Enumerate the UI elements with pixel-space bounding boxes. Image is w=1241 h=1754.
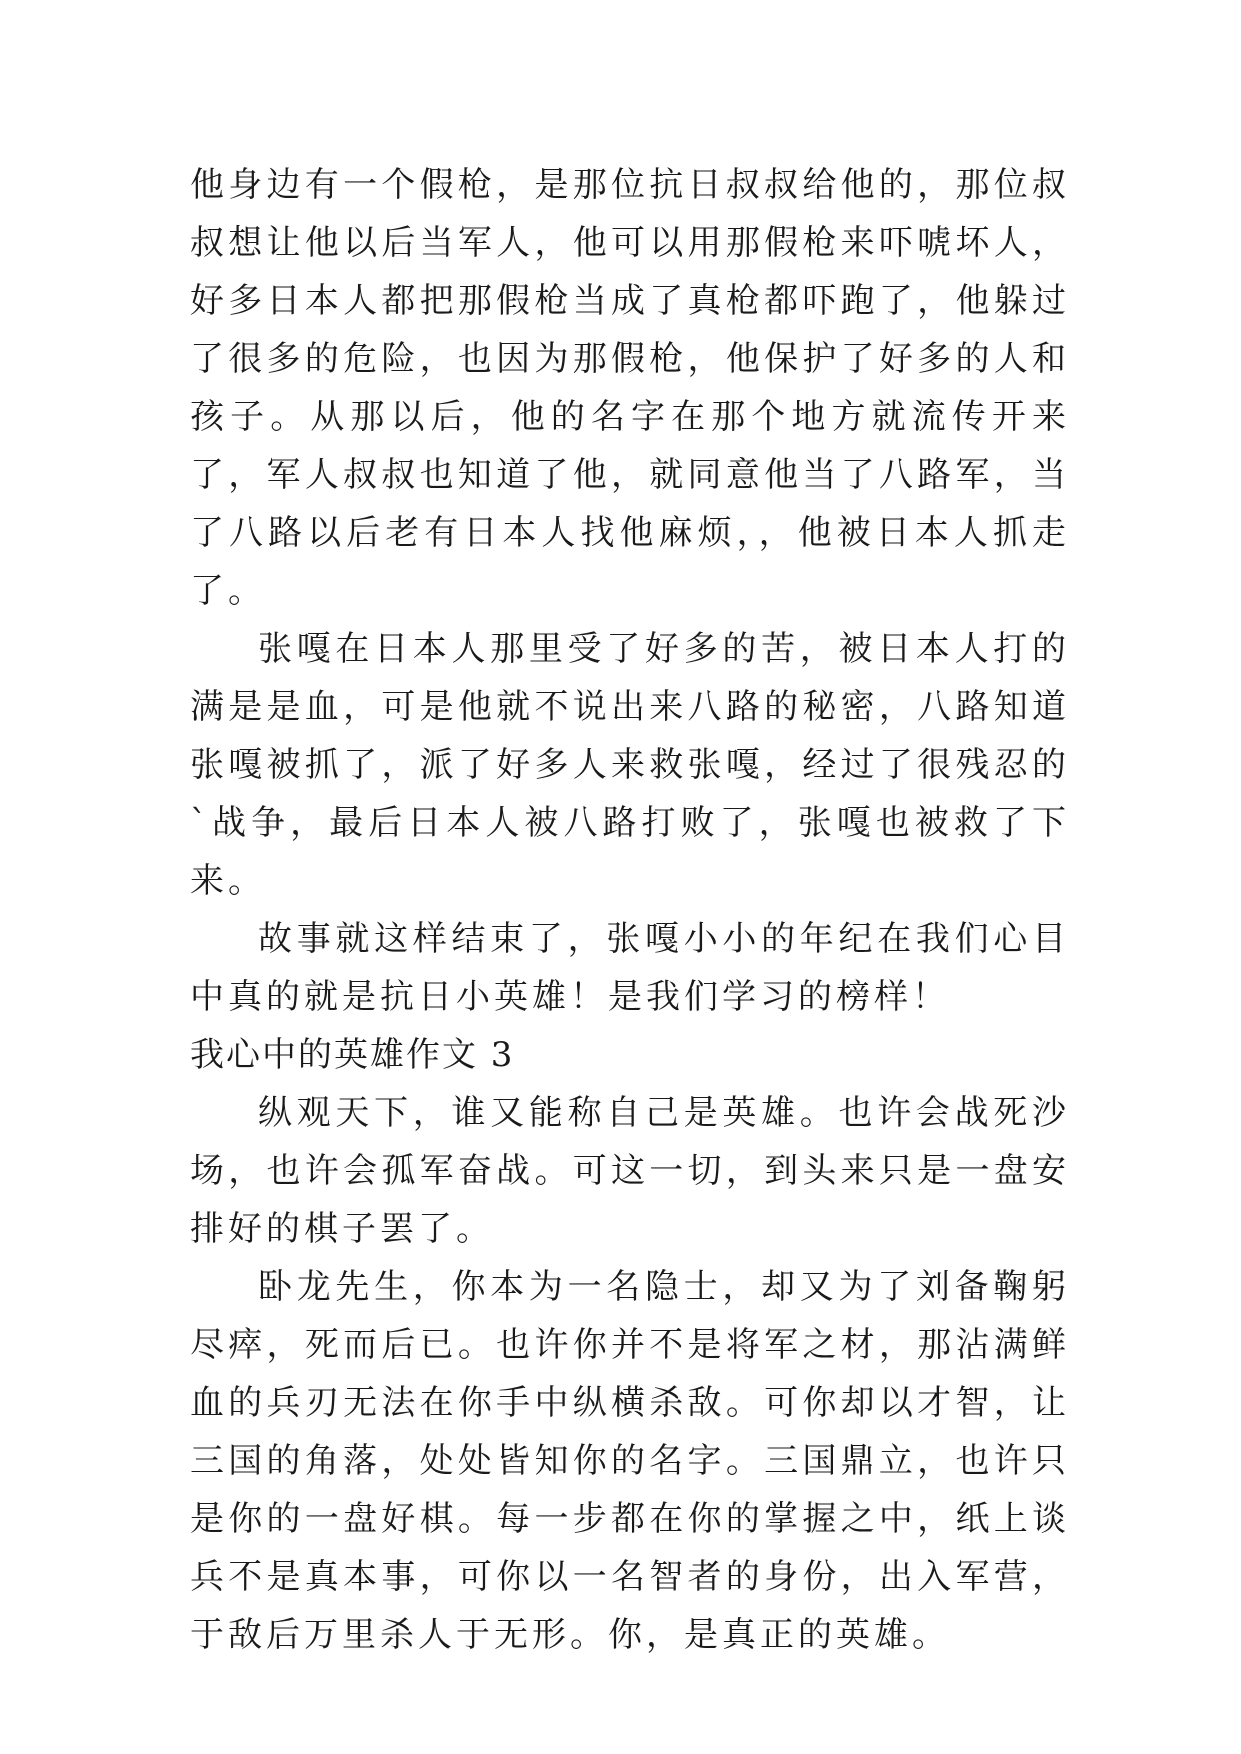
document-body	[190, 156, 1070, 1664]
paragraph: 故事就这样结束了，张嘎小小的年纪在我们心目中真的就是抗日小英雄！是我们学习的榜样！	[190, 919, 1070, 1017]
paragraph: 卧龙先生，你本为一名隐士，却又为了刘备鞠躬尽瘁，死而后已。也许你并不是将军之材，那沾满鲜血的兵刃无法在你手中纵横杀敌。可你却以才智，让三国的角落，处处皆知你的名字。三国鼎立，也许只是你的一盘好棋。每一步都在你的掌握之中，纸上谈兵不是真本事，可你以一名智者的身份，出入军营，于敌后万里杀人于无形。你，是真正的英雄。	[190, 1267, 1070, 1655]
paragraph: 他身边有一个假枪，是那位抗日叔叔给他的，那位叔叔想让他以后当军人，他可以用那假枪来吓唬坏人，好多日本人都把那假枪当成了真枪都吓跑了，他躲过了很多的危险，也因为那假枪，他保护了好多的人和孩子。从那以后，他的名字在那个地方就流传开来了，军人叔叔也知道了他，就同意他当了八路军，当了八路以后老有日本人找他麻烦，，他被日本人抓走了。	[190, 165, 1070, 611]
paragraph: 张嘎在日本人那里受了好多的苦，被日本人打的满是是血，可是他就不说出来八路的秘密，八路知道张嘎被抓了，派了好多人来救张嘎，经过了很残忍的`战争，最后日本人被八路打败了，张嘎也被救了下来。	[190, 629, 1070, 901]
section-heading: 我心中的英雄作文 3	[190, 1035, 515, 1075]
paragraph: 纵观天下，谁又能称自己是英雄。也许会战死沙场，也许会孤军奋战。可这一切，到头来只是一盘安排好的棋子罢了。	[190, 1093, 1070, 1249]
